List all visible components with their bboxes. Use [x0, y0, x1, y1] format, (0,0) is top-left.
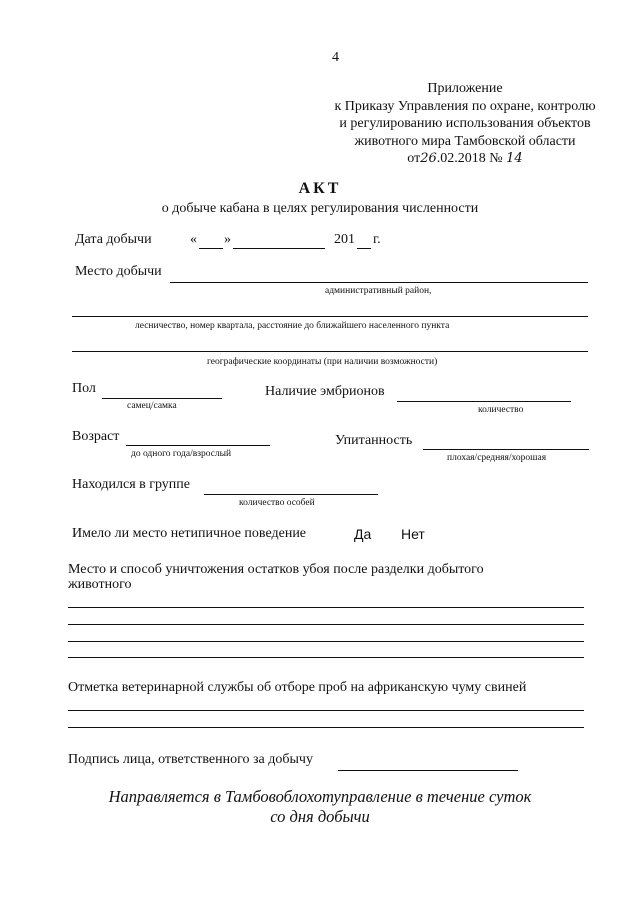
vet-line-2[interactable] [68, 727, 584, 728]
fatness-label: Упитанность [335, 433, 413, 448]
footer-line-1: Направляется в Тамбовоблохотуправление в течение суток [108, 787, 532, 806]
date-day-line[interactable] [199, 248, 223, 249]
remains-label-line-2: животного [68, 577, 132, 592]
group-label: Находился в группе [72, 477, 191, 492]
embryos-line[interactable] [397, 401, 571, 402]
date-year-prefix: 201 [334, 232, 355, 247]
document-subtitle: о добыче кабана в целях регулирования численности [161, 201, 479, 216]
place-line-2[interactable] [72, 316, 588, 317]
group-line[interactable] [204, 494, 378, 495]
signature-label: Подпись лица, ответственного за добычу [68, 752, 313, 767]
date-quote-close: » [224, 232, 231, 247]
behavior-label: Имело ли место нетипичное поведение [72, 526, 307, 541]
remains-line-1[interactable] [68, 607, 584, 608]
appendix-block [300, 80, 630, 168]
remains-line-3[interactable] [68, 641, 584, 642]
handwritten-number: 14 [506, 151, 523, 166]
fatness-line[interactable] [423, 449, 589, 450]
appendix-line-4: животного мира Тамбовской области [354, 133, 576, 149]
sex-line[interactable] [102, 398, 222, 399]
document-title: АКТ [298, 180, 342, 197]
remains-line-2[interactable] [68, 624, 584, 625]
appendix-line-3: и регулированию использования объектов [339, 116, 591, 131]
vet-line-1[interactable] [68, 710, 584, 711]
embryos-caption: количество [478, 405, 524, 415]
footer-line-2: со дня добычи [270, 807, 370, 826]
page-number: 4 [332, 50, 339, 65]
age-label: Возраст [72, 429, 120, 444]
place-label: Место добычи [75, 264, 162, 279]
place-caption-2: лесничество, номер квартала, расстояние до ближайшего населенного пункта [135, 321, 450, 331]
embryos-label: Наличие эмбрионов [265, 384, 385, 399]
date-year-line[interactable] [357, 248, 371, 249]
appendix-line-2: к Приказу Управления по охране, контролю [334, 98, 596, 114]
appendix-line-1: Приложение [427, 81, 503, 96]
age-line[interactable] [126, 445, 270, 446]
date-quote-open: « [190, 232, 197, 247]
place-line-1[interactable] [170, 282, 588, 283]
place-line-3[interactable] [72, 351, 588, 352]
signature-line[interactable] [338, 770, 518, 771]
place-caption-3: географические координаты (при наличии возможности) [207, 357, 438, 367]
place-caption-1: административный район, [325, 286, 432, 296]
remains-line-4[interactable] [68, 657, 584, 658]
date-month-line[interactable] [233, 248, 325, 249]
fatness-caption: плохая/средняя/хорошая [447, 453, 547, 463]
vet-label: Отметка ветеринарной службы об отборе проб на африканскую чуму свиней [68, 680, 527, 695]
date-label: Дата добычи [75, 232, 152, 247]
remains-label-line-1: Место и способ уничтожения остатков убоя после разделки добытого [68, 562, 484, 577]
sex-caption: самец/самка [127, 401, 177, 411]
handwritten-day: 26 [420, 151, 437, 166]
appendix-date: от26.02.2018 № 14 [407, 151, 523, 166]
age-caption: до одного года/взрослый [131, 449, 232, 459]
yes-option[interactable]: Да [354, 526, 372, 542]
no-option[interactable]: Нет [401, 526, 425, 542]
group-caption: количество особей [239, 498, 315, 508]
sex-label: Пол [72, 381, 96, 396]
date-year-suffix: г. [373, 232, 381, 247]
